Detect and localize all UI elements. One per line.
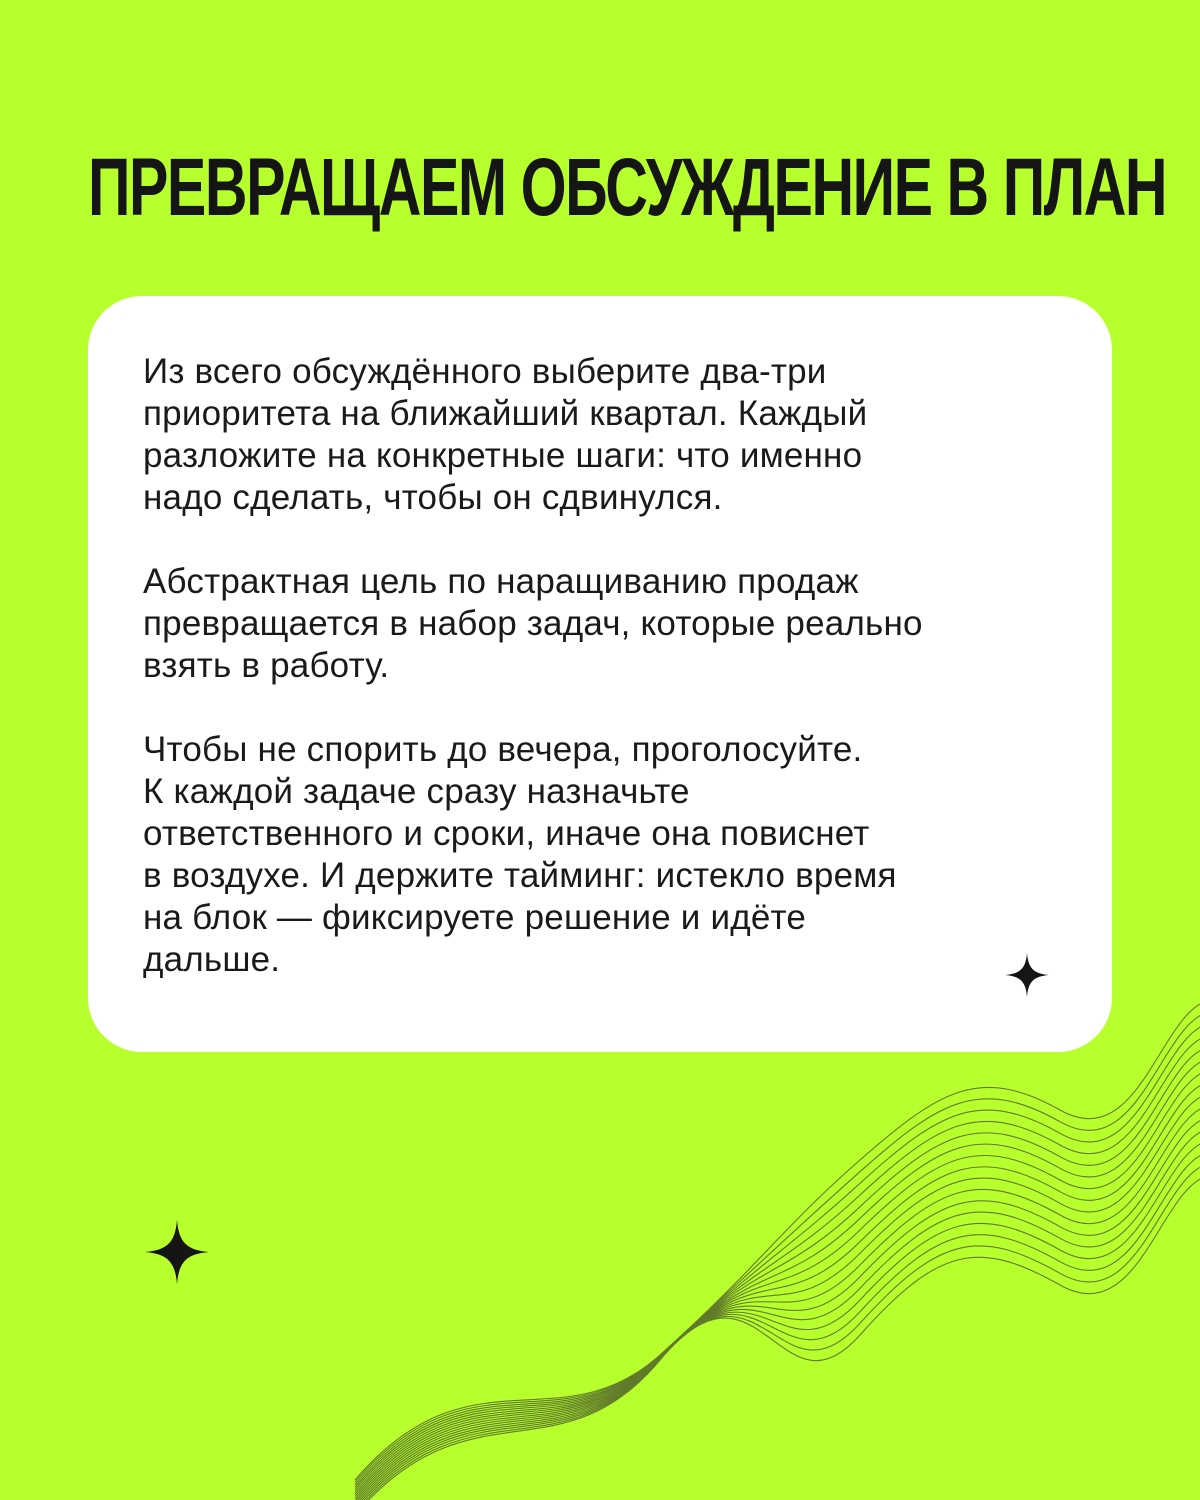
- wave-line: [355, 1082, 1200, 1497]
- content-card: [88, 296, 1112, 1052]
- text-line: на блок — фиксируете решение и идёте: [143, 898, 807, 937]
- text-line: Абстрактная цель по наращиванию продаж: [143, 562, 859, 601]
- paragraph-voting: [143, 729, 1052, 981]
- text-line: в воздухе. И держите тайминг: истекло время: [143, 856, 897, 895]
- wave-line: [355, 1128, 1200, 1500]
- text-line: приоритета на ближайший квартал. Каждый: [143, 394, 868, 433]
- wave-line: [355, 1163, 1200, 1500]
- paragraph-priorities: [143, 351, 1052, 519]
- wave-line: [355, 1117, 1200, 1500]
- page-title: ПРЕВРАЩАЕМ ОБСУЖДЕНИЕ В ПЛАН: [88, 142, 1167, 233]
- wave-line: [355, 1105, 1200, 1500]
- text-line: надо сделать, чтобы он сдвинулся.: [143, 478, 723, 517]
- wave-line: [355, 1035, 1200, 1487]
- wave-line: [355, 1093, 1200, 1498]
- text-line: превращается в набор задач, которые реально: [143, 604, 923, 643]
- text-line: взять в работу.: [143, 646, 390, 685]
- text-line: дальше.: [143, 940, 281, 979]
- wave-line: [355, 1070, 1200, 1494]
- wave-line: [355, 1152, 1200, 1500]
- wave-line: [355, 1012, 1200, 1483]
- wave-line: [355, 1175, 1200, 1500]
- wave-line: [355, 1000, 1200, 1480]
- text-line: Из всего обсуждённого выберите два-три: [143, 352, 827, 391]
- paragraph-goal: [143, 561, 1052, 687]
- text-line: Чтобы не спорить до вечера, проголосуйте.: [143, 730, 863, 769]
- text-line: разложите на конкретные шаги: что именно: [143, 436, 863, 475]
- wave-line: [355, 1140, 1200, 1500]
- wave-line: [355, 1058, 1200, 1491]
- wave-line: [355, 1023, 1200, 1484]
- wave-line: [355, 1047, 1200, 1490]
- sparkle-star-icon: [145, 1220, 209, 1284]
- text-line: К каждой задаче сразу назначьте: [143, 772, 690, 811]
- sparkle-star-icon: [1005, 953, 1049, 997]
- text-line: ответственного и сроки, иначе она повиснет: [143, 814, 870, 853]
